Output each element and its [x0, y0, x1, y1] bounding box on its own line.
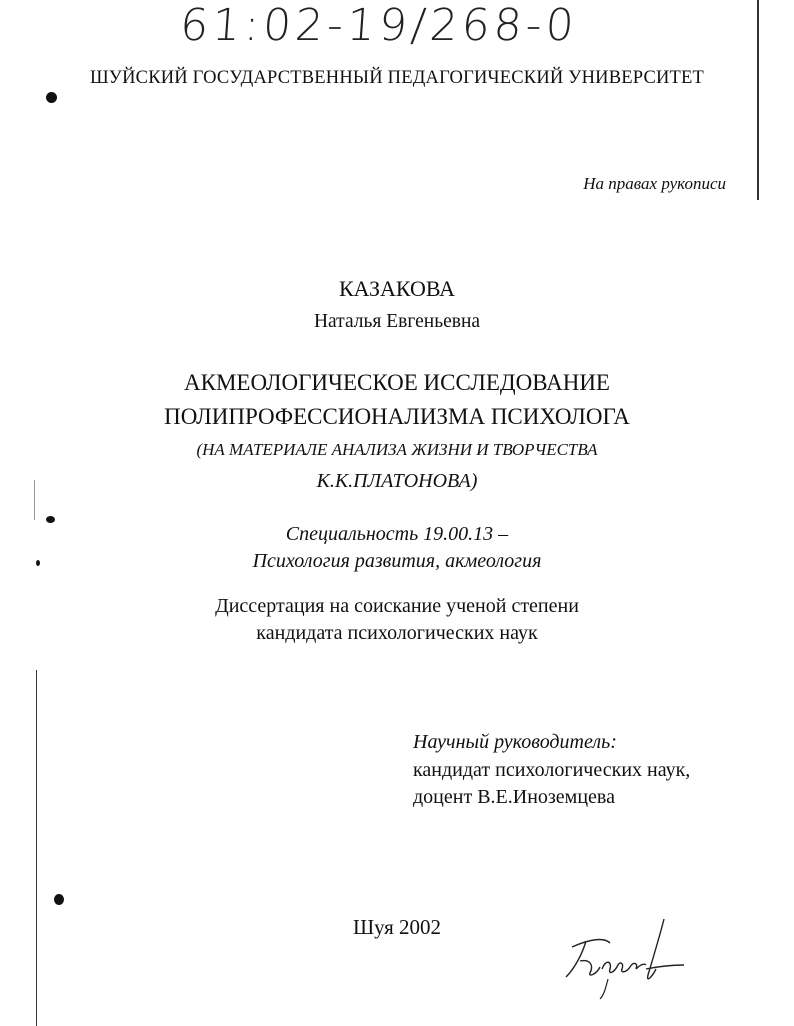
handwritten-signature [560, 915, 690, 1005]
dissertation-title-line-2: ПОЛИПРОФЕССИОНАЛИЗМА ПСИХОЛОГА [164, 404, 630, 429]
degree-purpose-line-1: Диссертация на соискание ученой степени [215, 595, 579, 617]
specialty-code: Специальность 19.00.13 – [285, 523, 509, 545]
manuscript-rights-note: На правах рукописи [583, 174, 726, 193]
author-given-names: Наталья Евгеньевна [313, 311, 481, 332]
supervisor-label: Научный руководитель: [413, 731, 617, 753]
city-year: Шуя 2002 [352, 915, 442, 939]
handwritten-catalog-number: 61:02-19/268-0 [178, 0, 580, 51]
author-surname: КАЗАКОВА [338, 276, 456, 301]
scan-blot [46, 516, 55, 523]
supervisor-degree: кандидат психологических наук, [413, 759, 691, 781]
degree-purpose-line-2: кандидата психологических наук [256, 622, 538, 644]
scan-edge-line-right [757, 0, 759, 200]
supervisor-name: доцент В.Е.Иноземцева [413, 786, 615, 808]
specialty-name: Психология развития, акмеология [252, 550, 542, 572]
dissertation-title-line-1: АКМЕОЛОГИЧЕСКОЕ ИССЛЕДОВАНИЕ [184, 370, 610, 395]
scan-blot [54, 894, 64, 905]
dissertation-subtitle-line-1: (НА МАТЕРИАЛЕ АНАЛИЗА ЖИЗНИ И ТВОРЧЕСТВА [196, 440, 598, 459]
university-name: ШУЙСКИЙ ГОСУДАРСТВЕННЫЙ ПЕДАГОГИЧЕСКИЙ УНИВЕРСИТЕТ [89, 68, 705, 88]
scan-blot [46, 92, 57, 103]
scan-edge-line-left [36, 670, 37, 1026]
dissertation-subtitle-line-2: К.К.ПЛАТОНОВА) [316, 470, 478, 492]
